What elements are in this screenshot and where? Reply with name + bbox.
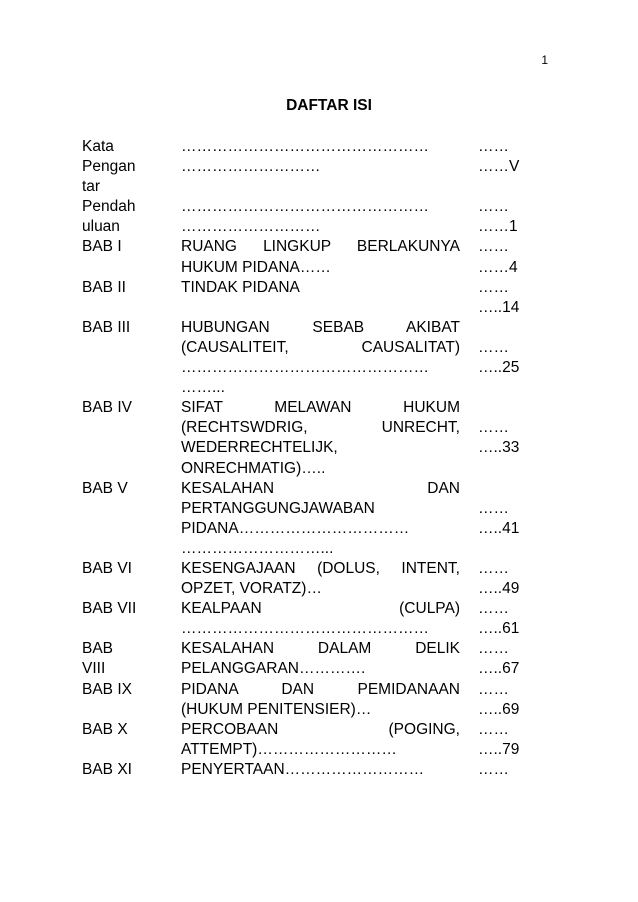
toc-line: BAB — [82, 640, 114, 658]
toc-entry — [82, 278, 552, 318]
toc-line: ONRECHMATIG)….. — [181, 459, 326, 477]
toc-line: uluan — [82, 218, 120, 236]
toc-line: …… — [478, 198, 509, 216]
toc-line: OPZET, VORATZ)… — [181, 580, 322, 598]
toc-line: KESALAHAN DALAM DELIK — [181, 640, 460, 658]
toc-line — [478, 378, 552, 398]
toc-heading — [181, 680, 478, 720]
toc-entry — [82, 720, 552, 760]
toc-line: BAB I — [82, 238, 122, 256]
toc-line: …..69 — [478, 700, 520, 718]
toc-line: VIII — [82, 660, 106, 678]
toc-line: …… — [478, 680, 509, 698]
toc-heading — [181, 237, 478, 277]
toc-page — [478, 720, 552, 760]
toc-chapter — [82, 318, 181, 398]
toc-line — [82, 539, 181, 559]
toc-line — [82, 378, 181, 398]
toc-page — [478, 559, 552, 599]
toc-line: BAB IX — [82, 680, 132, 698]
toc-line: PIDANA…………………………… — [181, 519, 410, 537]
toc-line — [82, 700, 181, 720]
toc-heading — [181, 639, 478, 679]
toc-line: TINDAK PIDANA — [181, 278, 300, 296]
toc-line: ……V — [478, 158, 520, 176]
toc-line: BAB IV — [82, 399, 132, 417]
toc-line: …… — [478, 760, 509, 778]
toc-line: ………………………………………… — [181, 138, 429, 155]
toc-entry — [82, 559, 552, 599]
toc-line: Pengan — [82, 158, 136, 176]
toc-line: WEDERRECHTELIJK, — [181, 439, 338, 457]
toc-chapter — [82, 599, 181, 639]
toc-page — [478, 639, 552, 679]
toc-line: BAB X — [82, 720, 128, 738]
toc-heading — [181, 720, 478, 760]
toc-line: ATTEMPT)……………………… — [181, 740, 397, 758]
toc-line: (HUKUM PENITENSIER)… — [181, 700, 372, 718]
toc-line: Pendah — [82, 198, 136, 216]
toc-entry — [82, 398, 552, 478]
toc-line — [82, 459, 181, 479]
toc-chapter — [82, 720, 181, 760]
toc-heading — [181, 760, 478, 780]
toc-line — [82, 499, 181, 519]
toc-line: PERTANGGUNGJAWABAN — [181, 499, 375, 517]
toc-line: HUKUM PIDANA…… — [181, 258, 331, 276]
toc-line: …..79 — [478, 740, 520, 758]
toc-page — [478, 237, 552, 277]
toc-line: HUBUNGAN SEBAB AKIBAT — [181, 318, 460, 336]
toc-chapter — [82, 639, 181, 679]
toc-line: BAB III — [82, 318, 131, 336]
toc-line: ………………………... — [181, 539, 334, 557]
toc-line: PENYERTAAN……………………… — [181, 760, 425, 778]
toc-line: …..14 — [478, 298, 520, 316]
toc-line — [478, 398, 552, 418]
toc-entry — [82, 639, 552, 679]
toc-entry — [82, 197, 552, 237]
toc-entry — [82, 318, 552, 398]
toc-line: ………………………………………… — [181, 198, 429, 216]
toc-line: …… — [478, 419, 509, 437]
toc-heading — [181, 137, 478, 197]
toc-line — [478, 318, 552, 338]
toc-chapter — [82, 559, 181, 599]
toc-line — [82, 619, 181, 639]
toc-heading — [181, 318, 478, 398]
toc-line — [82, 358, 181, 378]
toc-entry — [82, 760, 552, 780]
toc-chapter — [82, 680, 181, 720]
toc-line: (CAUSALITEIT, CAUSALITAT) — [181, 338, 460, 356]
toc-line — [82, 338, 181, 358]
toc-line: ………………………………………… — [181, 359, 429, 377]
toc-line: PERCOBAAN (POGING, — [181, 720, 460, 738]
toc-page — [478, 197, 552, 237]
toc-entry — [82, 137, 552, 197]
toc-line: …..67 — [478, 660, 520, 678]
toc-page — [478, 278, 552, 318]
toc-line: …… — [478, 600, 509, 618]
toc-page — [478, 318, 552, 398]
toc-line: …… — [478, 278, 509, 296]
toc-page — [478, 398, 552, 478]
toc-line — [82, 298, 181, 318]
toc-line: SIFAT MELAWAN HUKUM — [181, 399, 460, 417]
toc-line: KESALAHAN DAN — [181, 479, 460, 497]
toc-entry — [82, 599, 552, 639]
toc-heading — [181, 197, 478, 237]
toc-chapter — [82, 197, 181, 237]
toc-line: …… — [478, 138, 509, 155]
toc-line: …..41 — [478, 519, 520, 537]
toc-entry — [82, 237, 552, 277]
page-number: 1 — [541, 53, 548, 67]
table-of-contents — [82, 137, 552, 780]
toc-line: BAB VI — [82, 559, 132, 577]
toc-page — [478, 599, 552, 639]
toc-line — [82, 579, 181, 599]
toc-line — [478, 177, 552, 197]
toc-line — [181, 177, 460, 197]
toc-line: (RECHTSWDRIG, UNRECHT, — [181, 419, 460, 437]
toc-line — [82, 418, 181, 438]
toc-line: RUANG LINGKUP BERLAKUNYA — [181, 238, 460, 256]
toc-line: BAB VII — [82, 600, 137, 618]
toc-heading — [181, 398, 478, 478]
toc-line — [82, 740, 181, 760]
toc-page — [478, 137, 552, 197]
toc-chapter — [82, 398, 181, 478]
toc-line: …..33 — [478, 439, 520, 457]
toc-line: KEALPAAN (CULPA) — [181, 600, 460, 618]
toc-page — [478, 760, 552, 780]
toc-heading — [181, 559, 478, 599]
toc-line: ………………………………………… — [181, 620, 429, 638]
toc-line: ……………………… — [181, 218, 321, 236]
toc-chapter — [82, 760, 181, 780]
toc-line: …… — [478, 720, 509, 738]
toc-heading — [181, 479, 478, 559]
toc-line — [181, 298, 460, 318]
toc-chapter — [82, 278, 181, 318]
toc-heading — [181, 278, 478, 318]
toc-line: …..49 — [478, 580, 520, 598]
toc-entry — [82, 479, 552, 559]
toc-page — [478, 479, 552, 559]
toc-line: ……1 — [478, 218, 518, 236]
toc-line: PELANGGARAN…………. — [181, 660, 366, 678]
toc-line — [82, 519, 181, 539]
toc-line: …..25 — [478, 359, 520, 377]
toc-page — [478, 680, 552, 720]
toc-line: BAB V — [82, 479, 128, 497]
toc-line: …… — [478, 238, 509, 256]
toc-line — [478, 479, 552, 499]
toc-line — [478, 539, 552, 559]
toc-line: ……... — [181, 379, 225, 397]
toc-entry — [82, 680, 552, 720]
toc-line: …… — [478, 499, 509, 517]
toc-line: …..61 — [478, 620, 520, 638]
toc-chapter — [82, 237, 181, 277]
toc-line — [82, 438, 181, 458]
toc-line: …… — [478, 338, 509, 356]
toc-line: ……………………… — [181, 158, 321, 176]
toc-chapter — [82, 479, 181, 559]
toc-chapter — [82, 137, 181, 197]
toc-line — [82, 258, 181, 278]
toc-line — [478, 459, 552, 479]
toc-line: BAB XI — [82, 760, 132, 778]
toc-heading — [181, 599, 478, 639]
toc-line: BAB II — [82, 278, 126, 296]
toc-line: KESENGAJAAN (DOLUS, INTENT, — [181, 559, 460, 577]
toc-line: …… — [478, 640, 509, 658]
toc-line: PIDANA DAN PEMIDANAAN — [181, 680, 460, 698]
toc-line: tar — [82, 178, 101, 196]
toc-line: ……4 — [478, 258, 518, 276]
toc-line: Kata — [82, 138, 114, 155]
page-title: DAFTAR ISI — [286, 97, 372, 114]
toc-line: …… — [478, 559, 509, 577]
